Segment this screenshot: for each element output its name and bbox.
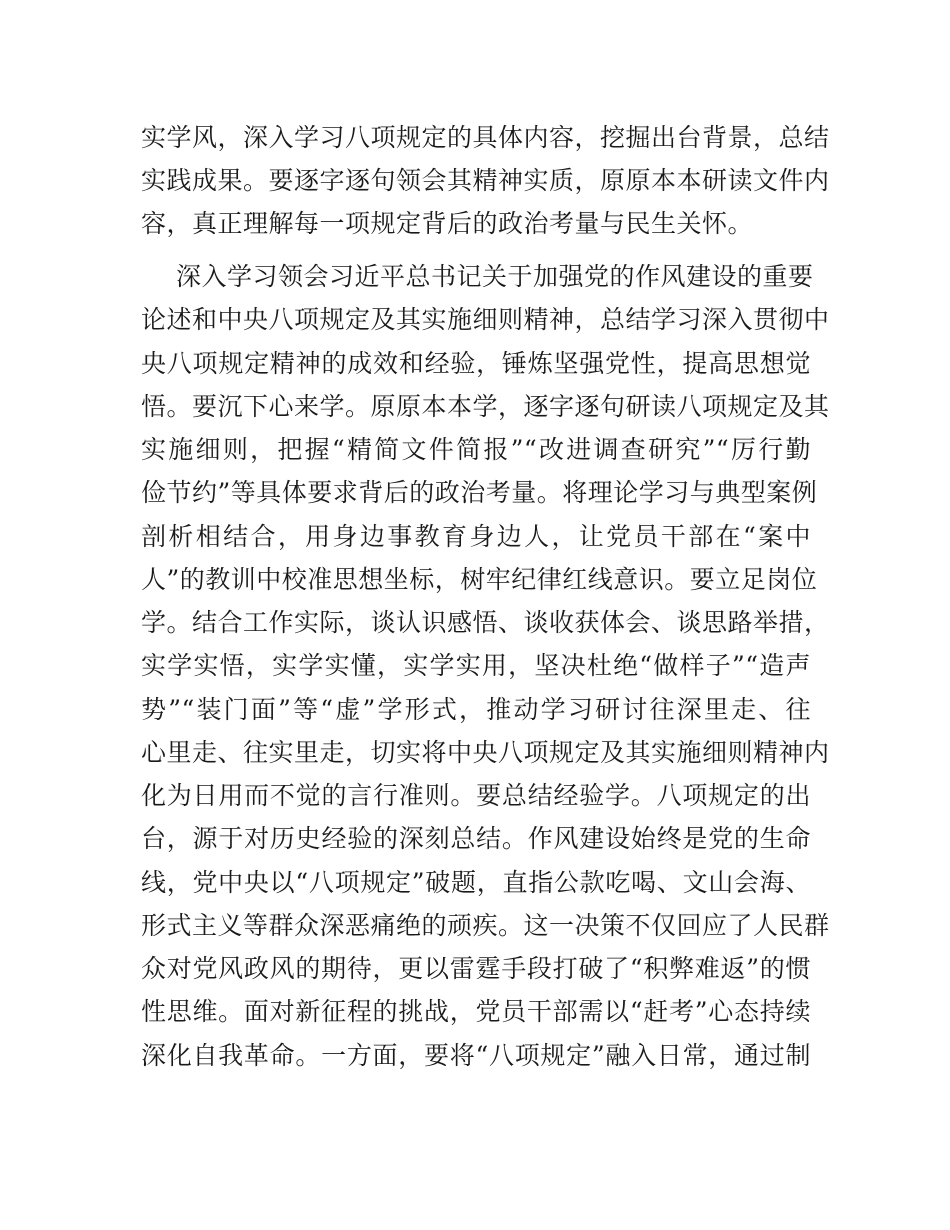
paragraph-2-line-6: 俭节约”等具体要求背后的政治考量。将理论学习与典型案例: [141, 478, 818, 507]
paragraph-2-line-12: 心里走、往实里走，切实将中央八项规定及其实施细则精神内: [141, 738, 830, 767]
paragraph-2-line-5: 实施细则，把握“精简文件简报”“改进调查研究”“厉行勤: [141, 435, 811, 464]
paragraph-2-line-2: 论述和中央八项规定及其实施细则精神，总结学习深入贯彻中: [141, 305, 830, 334]
paragraph-1-line-3: 容，真正理解每一项规定背后的政治考量与民生关怀。: [141, 209, 754, 238]
paragraph-2-line-9: 学。结合工作实际，谈认识感悟、谈收获体会、谈思路举措，: [141, 608, 830, 637]
paragraph-2-line-1: 深入学习领会习近平总书记关于加强党的作风建设的重要: [176, 262, 814, 291]
paragraph-2-line-8: 人”的教训中校准思想坐标，树牢纪律红线意识。要立足岗位: [141, 565, 818, 594]
paragraph-2-line-17: 众对党风政风的期待，更以雷霆手段打破了“积弊难返”的惯: [141, 954, 811, 983]
paragraph-2-line-15: 线，党中央以“八项规定”破题，直指公款吃喝、文山会海、: [141, 868, 811, 897]
paragraph-2-line-13: 化为日用而不觉的言行准则。要总结经验学。八项规定的出: [141, 781, 811, 810]
paragraph-2-line-11: 势”“装门面”等“虚”学形式，推动学习研讨往深里走、往: [141, 695, 811, 724]
paragraph-2-line-10: 实学实悟，实学实懂，实学实用，坚决杜绝“做样子”“造声: [141, 651, 811, 680]
paragraph-2-line-3: 央八项规定精神的成效和经验，锤炼坚强党性，提高思想觉: [141, 349, 811, 378]
paragraph-2-line-14: 台，源于对历史经验的深刻总结。作风建设始终是党的生命: [141, 824, 811, 853]
paragraph-2-line-4: 悟。要沉下心来学。原原本本学，逐字逐句研读八项规定及其: [141, 392, 830, 421]
paragraph-1-line-1: 实学风，深入学习八项规定的具体内容，挖掘出台背景，总结: [141, 123, 830, 152]
paragraph-2-line-19: 深化自我革命。一方面，要将“八项规定”融入日常，通过制: [141, 1041, 811, 1070]
paragraph-2-line-18: 性思维。面对新征程的挑战，党员干部需以“赶考”心态持续: [141, 997, 811, 1026]
paragraph-2-line-16: 形式主义等群众深恶痛绝的顽疾。这一决策不仅回应了人民群: [141, 911, 830, 940]
paragraph-2-line-7: 剖析相结合，用身边事教育身边人，让党员干部在“案中: [141, 522, 811, 551]
paragraph-1-line-2: 实践成果。要逐字逐句领会其精神实质，原原本本研读文件内: [141, 166, 830, 195]
